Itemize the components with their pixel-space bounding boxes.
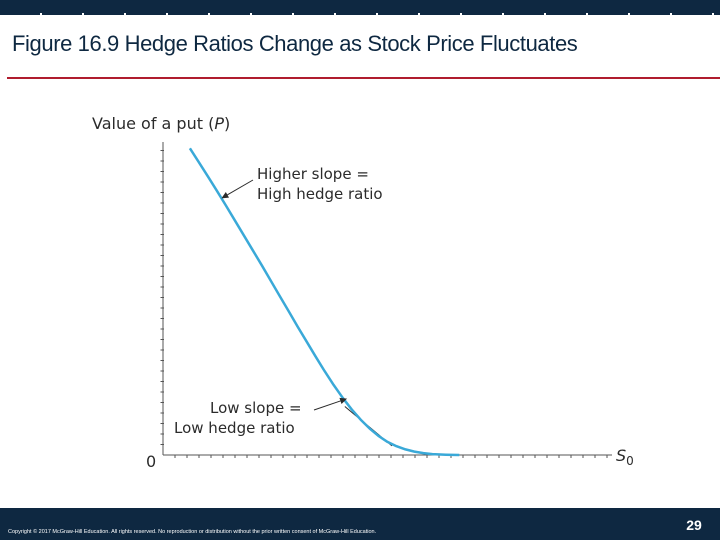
slide-title: Figure 16.9 Hedge Ratios Change as Stock Price Fluctuates	[12, 31, 578, 56]
annotation-high-slope	[221, 165, 382, 203]
footer-bar	[0, 508, 720, 540]
copyright-notice: Copyright © 2017 McGraw-Hill Education. All rights reserved. No reproduction or distribution without the prior written consent of McGraw-Hill Education.	[8, 529, 377, 535]
origin-label: 0	[146, 452, 157, 471]
x-axis-label: $S_0$	[616, 446, 634, 468]
annotation-high-slope-line2: High hedge ratio	[257, 185, 383, 203]
annotation-high-slope-arrowhead	[221, 192, 229, 198]
annotation-low-slope-line2: Low hedge ratio	[174, 419, 295, 437]
annotation-low-slope	[174, 398, 347, 437]
annotation-low-slope-arrow	[314, 401, 340, 410]
annotation-high-slope-arrow	[227, 180, 253, 195]
y-axis-label: Value of a put (P)	[92, 114, 231, 133]
annotation-high-slope-line1: Higher slope =	[257, 165, 369, 183]
page-number: 29	[686, 517, 702, 533]
annotation-low-slope-line1: Low slope =	[210, 399, 302, 417]
